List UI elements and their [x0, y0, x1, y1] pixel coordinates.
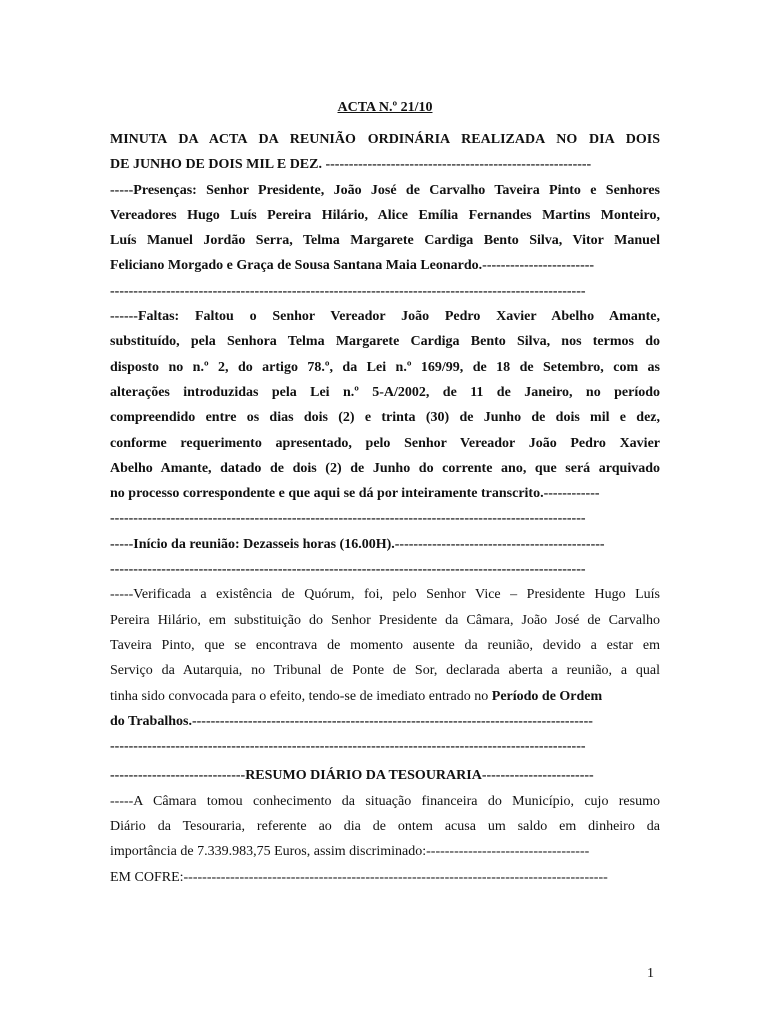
presencas-paragraph — [110, 178, 660, 304]
faltas-line: substituído, pela Senhora Telma Margarete Cardiga Bento Silva, nos termos do — [110, 334, 660, 350]
faltas-line: compreendido entre os dias dois (2) e trinta (30) de Junho de dois mil e dez, — [110, 410, 660, 426]
separator-line: ------------------------------------------------------------------------------------------------------ — [110, 562, 586, 578]
faltas-line: conforme requerimento apresentado, pelo Senhor Vereador João Pedro Xavier — [110, 435, 660, 451]
resumo-line: Diário da Tesouraria, referente ao dia de ontem acusa um saldo em dinheiro da — [110, 819, 660, 835]
verificada-line: Pereira Hilário, em substituição do Senhor Presidente da Câmara, João José de Carvalho — [110, 612, 660, 628]
presencas-line: Luís Manuel Jordão Serra, Telma Margarete Cardiga Bento Silva, Vitor Manuel — [110, 233, 660, 249]
presencas-line: -----Presenças: Senhor Presidente, João José de Carvalho Taveira Pinto e Senhores — [110, 182, 660, 198]
faltas-line: Abelho Amante, datado de dois (2) de Junho do corrente ano, que será arquivado — [110, 460, 660, 476]
header-line: MINUTA DA ACTA DA REUNIÃO ORDINÁRIA REALIZADA NO DIA DOIS — [110, 132, 660, 147]
resumo-line: -----A Câmara tomou conhecimento da situação financeira do Município, cujo resumo — [110, 793, 660, 809]
verificada-line-text: tinha sido convocada para o efeito, tendo-se de imediato entrado no — [110, 688, 492, 704]
resumo-heading — [110, 763, 660, 788]
resumo-heading-line: -----------------------------RESUMO DIÁRIO DA TESOURARIA------------------------ — [110, 768, 594, 784]
resumo-line: EM COFRE:------------------------------------------------------------------------------------------- — [110, 869, 608, 885]
resumo-paragraph — [110, 789, 660, 890]
faltas-paragraph — [110, 304, 660, 532]
verificada-line — [110, 684, 660, 709]
header-line: DE JUNHO DE DOIS MIL E DEZ. --------------------------------------------------------- — [110, 157, 592, 173]
faltas-line: no processo correspondente e que aqui se dá por inteiramente transcrito.------------ — [110, 486, 600, 502]
presencas-line: Vereadores Hugo Luís Pereira Hilário, Alice Emília Fernandes Martins Monteiro, — [110, 207, 660, 223]
inicio-line: -----Início da reunião: Dezasseis horas (16.00H).--------------------------------------------- — [110, 536, 605, 552]
separator-line: ------------------------------------------------------------------------------------------------------ — [110, 511, 586, 527]
faltas-line: ------Faltas: Faltou o Senhor Vereador João Pedro Xavier Abelho Amante, — [110, 309, 660, 325]
faltas-line: alterações introduzidas pela Lei n.º 5-A/2002, de 11 de Janeiro, no período — [110, 384, 660, 400]
document-title: ACTA N.º 21/10 — [337, 100, 433, 115]
periodo-ordem-bold: Período de Ordem — [491, 688, 603, 704]
verificada-line: do Trabalhos.-------------------------------------------------------------------------------------- — [110, 713, 593, 729]
separator-line: ------------------------------------------------------------------------------------------------------ — [110, 739, 586, 755]
verificada-paragraph — [110, 582, 660, 759]
verificada-line: -----Verificada a existência de Quórum, foi, pelo Senhor Vice – Presidente Hugo Luís — [110, 587, 660, 603]
inicio-paragraph — [110, 532, 660, 583]
header-paragraph — [110, 127, 660, 178]
presencas-line: Feliciano Morgado e Graça de Sousa Santana Maia Leonardo.------------------------ — [110, 258, 595, 274]
faltas-line: disposto no n.º 2, do artigo 78.º, da Lei n.º 169/99, de 18 de Setembro, com as — [110, 359, 660, 375]
page-number: 1 — [647, 966, 654, 981]
resumo-line: importância de 7.339.983,75 Euros, assim discriminado:----------------------------------- — [110, 844, 590, 860]
verificada-line: Serviço da Autarquia, no Tribunal de Ponte de Sor, declarada aberta a reunião, a qual — [110, 663, 660, 679]
verificada-line: Taveira Pinto, que se encontrava de momento ausente da reunião, devido a estar em — [110, 637, 660, 653]
separator-line: ------------------------------------------------------------------------------------------------------ — [110, 283, 586, 299]
